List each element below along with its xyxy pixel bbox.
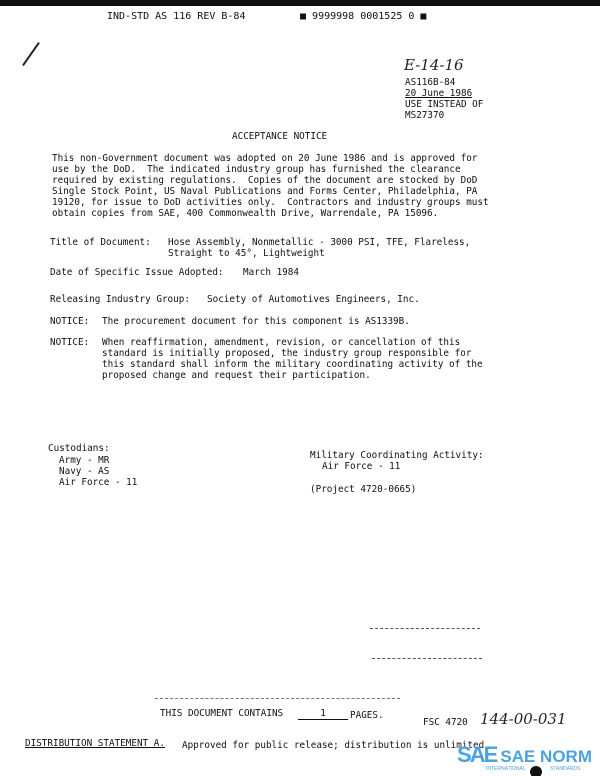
custodians-label: Custodians:	[48, 443, 110, 454]
notice-line: this standard shall inform the military coordinating activity of the	[102, 359, 483, 370]
date-label: Date of Specific Issue Adopted:	[50, 267, 224, 278]
barcode-block-icon: ■	[414, 11, 427, 22]
use-instead-label: USE INSTEAD OF	[405, 99, 484, 110]
replaced-doc: MS27370	[405, 110, 445, 121]
watermark-sub: INTERNATIONAL	[486, 766, 526, 772]
group-label: Releasing Industry Group:	[50, 294, 190, 305]
distribution-label: DISTRIBUTION STATEMENT A.	[25, 738, 165, 749]
handwritten-code: 144-00-031	[480, 710, 567, 728]
pages-count: 1	[298, 708, 348, 720]
scan-artifact	[370, 628, 480, 629]
group-value: Society of Automotives Engineers, Inc.	[207, 294, 420, 305]
doc-date: 20 June 1986	[405, 88, 473, 99]
paragraph-line: required by existing regulations. Copies of the document are stocked by DoD	[52, 175, 478, 186]
notice-label: NOTICE:	[50, 316, 90, 327]
sae-logo-icon: SAE	[457, 742, 501, 767]
scan-artifact	[372, 658, 482, 659]
watermark-sub: STANDARDS	[550, 766, 581, 772]
barcode-block-icon: ■	[300, 11, 313, 22]
paragraph-line: 19120, for issue to DoD activities only. Contractors and industry groups must	[52, 197, 489, 208]
pages-label: THIS DOCUMENT CONTAINS	[160, 708, 284, 719]
pages-suffix: PAGES.	[350, 710, 384, 721]
header-std-id: IND-STD AS 116 REV B-84	[107, 11, 246, 22]
paragraph-line: use by the DoD. The indicated industry group has furnished the clearance	[52, 164, 461, 175]
barcode-text: 9999998 0001525 0	[312, 11, 415, 22]
custodian-item: Army - MR	[59, 455, 110, 466]
notice-label: NOTICE:	[50, 337, 90, 348]
notice-line: proposed change and request their participation.	[102, 370, 371, 381]
footer-box-top	[155, 698, 400, 699]
scan-border	[0, 0, 600, 6]
paragraph-line: This non-Government document was adopted on 20 June 1986 and is approved for	[52, 153, 478, 164]
page-title: ACCEPTANCE NOTICE	[232, 131, 328, 142]
intro-paragraph	[52, 153, 489, 241]
notice-line: standard is initially proposed, the industry group responsible for	[102, 348, 472, 359]
custodian-item: Air Force - 11	[59, 477, 138, 488]
title-label: Title of Document:	[50, 237, 151, 248]
title-value-line: Straight to 45°, Lightweight	[168, 248, 325, 259]
project-number: (Project 4720-0665)	[310, 484, 417, 495]
date-value: March 1984	[243, 267, 299, 278]
distribution-text: Approved for public release; distribution is unlimited.	[182, 740, 490, 751]
notice-line: When reaffirmation, amendment, revision, or cancellation of this	[102, 337, 461, 348]
coordinating-item: Air Force - 11	[322, 461, 401, 472]
custodian-item: Navy - AS	[59, 466, 110, 477]
scan-blot	[530, 766, 542, 776]
pen-mark	[22, 42, 40, 66]
title-value-line: Hose Assembly, Nonmetallic - 3000 PSI, TFE, Flareless,	[168, 237, 471, 248]
notice-body	[102, 337, 483, 403]
paragraph-line: obtain copies from SAE, 400 Commonwealth Drive, Warrendale, PA 15096.	[52, 208, 439, 219]
notice-line: The procurement document for this component is AS1339B.	[102, 316, 410, 327]
doc-number: AS116B-84	[405, 77, 456, 88]
paragraph-line: Single Stock Point, US Naval Publications and Forms Center, Philadelphia, PA	[52, 186, 478, 197]
handwritten-ref: E-14-16	[404, 56, 464, 74]
fsc-code: FSC 4720	[423, 717, 468, 728]
watermark-name: SAE NORM	[500, 747, 592, 766]
header-barcode	[300, 11, 426, 22]
sae-norm-watermark	[457, 742, 592, 768]
coordinating-label: Military Coordinating Activity:	[310, 450, 484, 461]
